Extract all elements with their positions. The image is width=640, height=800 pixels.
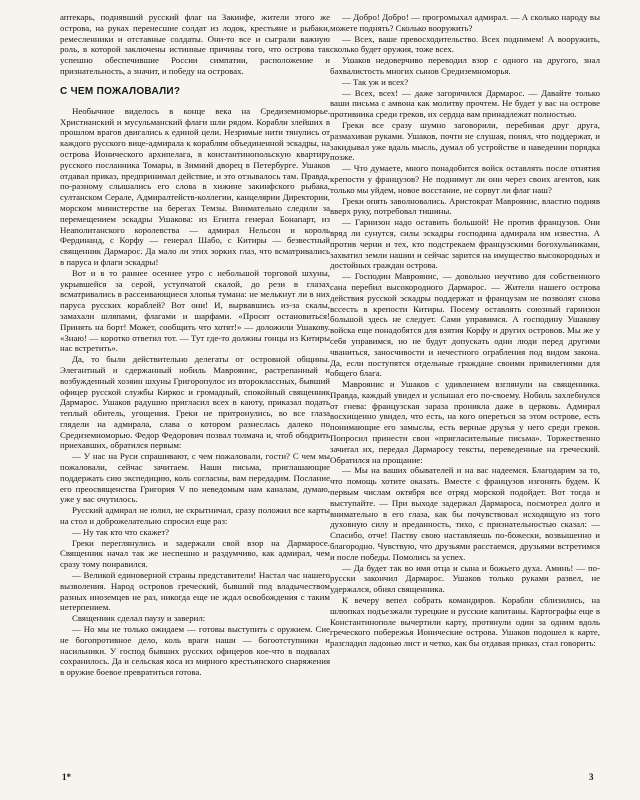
paragraph: — Но мы не только ожидаем — готовы выступить с оружием. Сие не богопротивное дело, коль враги наши — богоотступники и насильники. У господ бывших русских офицеров кое-что в подвалах сохранилось. Да и сельская коса из мирного крестьянского снаряжения в оружие боевое превратиться готова. (60, 624, 330, 678)
paragraph: — Великой единоверной страны представители! Настал час нашего вызволения. Народ островов греческий, бывший под владычеством разных иноземцев не раз, никогда еще не ждал освобождения с таким нетерпением. (60, 570, 330, 613)
paragraph: — Ну так кто что скажет? (72, 526, 170, 537)
paragraph: — Мы на ваших обывателей и на вас надеемся. Благодарим за то, что помощь хотите оказать. Вместе с французов изгонять будем. К первым числам октября все отряд морской подойдет. Вот тогда и выступайте. — При выходе задержал Дармароса, посмотрел долго и внимательно в его глаза, как бы почувствовал исходящую из того духовную силу и преданность, тихо, с признательностью сказал: — Спасибо, отче! Паству свою наставляешь по-божески, возвышенно и благородно. Чувствую, что друзьями расстаемся, друзьями встретимся и после победы. Помолись за успех. (330, 465, 600, 562)
paragraph: К вечеру вепел собрать командиров. Корабли сблизились, на шлюпках подъезжали турецкие и русские капитаны. Картографы еще в Константинополе вычертили карту, протянули один за одним вдоль греческого побережья Ионические острова. Ушаков подошел к карте, разгладил ладонью лист и четко, как бы отдавая приказ, стал говорить: (330, 595, 600, 649)
paragraph: — Всех, ваше превосходительство. Всех поднимем! А вооружить, сколько будет оружия, тоже всех. (330, 33, 600, 55)
paragraph: Ушаков недоверчиво переводил взор с одного на другого, знал бахвалистость многих сынов Средиземноморья. (330, 55, 600, 76)
paragraph: — Господин Мавроянис, — довольно неучтиво для собственного сана перебил высокородного Дармароc. — Жители нашего острова действия русской эскадры поддержат и французам не позволят снова вссесть в крепости Китиры. Посему оставлять союзный гарнизон большой здесь не следует. Сами управимся. А господину Ушакову войска еще понадобятся для взятия Корфу и других островов. Мы же у себя управимся, но не будут допускать одни люди перед другими чваниться, заносчивости и нечестного ограбления под видом закона. Да, если поступятся отдельные граждане своими привилегиями для общего блага. (330, 271, 600, 379)
right-column (330, 12, 600, 649)
left-column (60, 12, 330, 678)
paragraph: — Добро! Добро! — прогромыхал адмирал. — А сколько народу вы можете поднять? Сколько вооружить? (330, 12, 600, 33)
signature-mark: 1* (62, 772, 71, 782)
paragraph: — Гарнизон надо оставить большой! Не против французов. Они вряд ли сунутся, силы эскадры господина адмирала им известна. А против черни и тех, кто подстрекаем французскими богохульниками, захватил земли нашии и сейчас зарится на имущество высокородных и достойных граждан острова. (330, 217, 600, 271)
paragraph: аптекарь, поднявший русский флаг на Закинфе, жители этого же острова, на руках перенесшие солдат из лодок, крестьяне и рыбаки, ремесленники и отставные солдаты. Они-то все и сыграли важную роль, в которой заключены истинные причины того, что острова так успешно обеспечившие России симпатии, расположение и признательность, а значит, и победу на островах. (60, 12, 330, 76)
paragraph: — Всех, всех! — даже загорячился Дармарос. — Давайте только ваши письма с амвона как молитву прочтем. Не будет у вас на острове противника среди греков, их сердца вам принадлежат полностью. (330, 87, 600, 120)
paragraph: Да, то были действительно делегаты от островной общины. Элегантный и сдержанный нобиль Мавроянис, растрепанный и возбужденный хозяин шхуны Григоропулос из второклассных, бывший офицер русской службы Киркос и громадный, спокойный священник Дармарос. Ушаков радушно пригласил всех в каюту, приказал подать теплый обитель, угощения. Греки не притронулись, во все глаза глядели на адмирала, слава о котором разнеслась далеко по Средиземноморью. Федор Федорович позвал толмача и, чтоб ободрить приехавших, обратился первым: (60, 354, 330, 451)
paragraph: Необычное виделось в конце века на Средиземноморье. Христианский и мусульманский флаги шли рядом. Корабли злейших в прошлом врагов двигались к единой цели. Незримые нити тянулись от каждого русского вице-адмирала к кораблям объединенной эскадры, на острова Ионического архипелага, в константинопольскую квартиру русского посланника Томары, в Зимний дворец в Петербурге. Ушаков отдавал приказ, предпринимал действие, и это отзывалось там. Правда, по-разному слышались его слова в хижине закинфского рыбака, султанском Серале, Адмиралтейств-коллегии, канцелярии Директории, морском министерстве на берегах Темзы. Внимательно следили за перемещением эскадры Ушакова: из Египта генерал Бонапарт, из Неаполитанского королевства — адмирал Нельсон и король Фердинанд, с Корфу — генерал Шабо, с Китиры — безвестный священник Дармарос. Да мало ли этих зорких глаз, что всматривались в паруса и флаги эскадры! (60, 105, 330, 267)
paragraph: Греки все сразу шумно заговорили, перебивая друг друга, размахивая руками. Ушаков, почти не слушая, понял, что поддержат, и закидывал уже вдаль мысль, думал об устройстве и наведении порядка позже. (330, 119, 600, 163)
paragraph: Греки опять заволновались. Аристократ Мавроянис, властно подняв вверх руку, потребовал тишины. (330, 195, 600, 217)
page-number: 3 (589, 772, 594, 782)
paragraph: — У нас на Руси спрашивают, с чем пожаловали, гости? С чем мы пожаловали, сейчас зачитаем. Наши письма, приглашающие поддержать сию экспедицию, коль согласны, вам передадим. Послание его преосвященства Григория V по неведомым нам каналам, думаю, уже у вас очутилось. (60, 451, 330, 505)
paragraph: Русский адмирал не юлил, не скрытничал, сразу положил все карты на стол и доброжелательно спросил еще раз: (60, 505, 330, 527)
paragraph: Мавроянис и Ушаков с удивлением взглянули на священника. Правда, каждый увидел и услышал его по-своему. Нобиль захлебнулся от гнева: французская зараза проникла даже в церковь. Адмирал восхищенно увидел, что есть, на кого опереться за этом острове, есть понимающие его замыслы, есть верные друзья у него среди греков. Попросил принести свои «пригласительные письма». Торжественно зачитал их, передал Дармаросу тексты, переведенные на греческий. Обратился на прощание: (330, 379, 600, 465)
paragraph: Греки переглянулись и задержали свой взор на Дармаросе. Священник начал так же неспешно и раздумчиво, как адмирал, чем сразу тому понравился. (60, 537, 330, 570)
paragraph: — Так уж и всех? (342, 76, 409, 87)
paragraph: — Что думаете, много понадобится войск оставлять после отнятия крепости у французов? Не поднимут ли они через своих агентов, как только мы уйдем, новое восстание, не сорвут ли флаг наш? (330, 163, 600, 195)
paragraph: Вот и в то раннее осеннее утро с небольшой торговой шхуны, укрывшейся за серой, уступчатой скалой, до рези в глазах всматривались в рассеивающиеся хлопья тумана: не мелькнут ли в них паруса русских кораблей? Вот они! И, вырвавшись из-за скалы, замахали шляпами, флагами и шарфами. «Просят остановиться! Принять на борт! Может, сообщить что хотят!» — доложили Ушакову. «Знаю! — коротко ответил тот. — Тут где-то должны гонцы из Китиры нас встретить». (60, 267, 330, 354)
paragraph: Священник сделал паузу и заверил: (72, 613, 206, 624)
section-heading: С ЧЕМ ПОЖАЛОВАЛИ? (60, 85, 181, 97)
paragraph: — Да будет так во имя отца и сына и божьего духа. Аминь! — по-русски закончил Дармарос. Ушаков только руками развел, не удержался, обнял священника. (330, 562, 600, 595)
